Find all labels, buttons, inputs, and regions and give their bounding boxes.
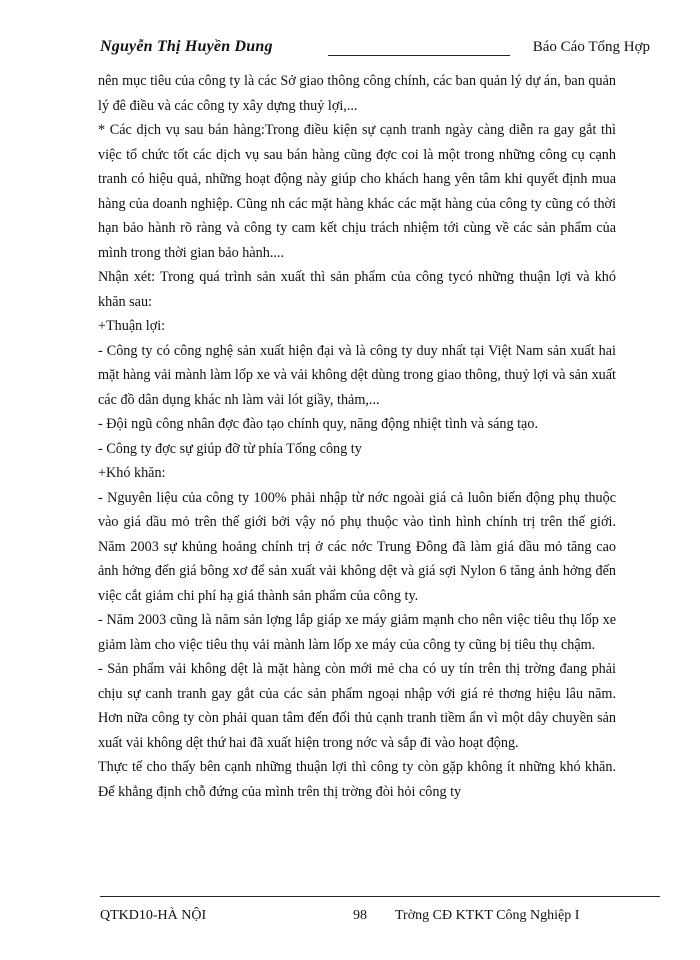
paragraph: - Sản phẩm vải không dệt là mặt hàng còn mới mẻ cha có uy tín trên thị trờng đang phải chịu sự canh tranh gay gắt của các sản phẩm ngoại nhập với giá rẻ thơng hiệu lâu năm. Hơn nữa công ty còn phải quan tâm đến đối thủ cạnh tranh tiềm ẩn vì một dây chuyền sản xuất vải không dệt thứ hai đã xuất hiện trong nớc và sắp đi vào hoạt động. — [98, 661, 616, 751]
paragraph: Nhận xét: Trong quá trình sản xuất thì sản phẩm của công tycó những thuận lợi và khó khăn sau: — [98, 269, 616, 310]
page-footer — [100, 896, 660, 936]
header-author: Nguyễn Thị Huyền Dung — [100, 38, 273, 55]
header-rule — [328, 55, 510, 56]
paragraph: +Thuận lợi: — [98, 318, 166, 334]
document-body — [98, 69, 616, 804]
paragraph: +Khó khăn: — [98, 465, 166, 481]
paragraph: nên mục tiêu của công ty là các Sở giao thông công chính, các ban quản lý dự án, ban quản lý đê điều và các công ty xây dựng thuỷ lợi,... — [98, 73, 616, 114]
footer-rule — [100, 896, 660, 897]
footer-school-name: Trờng CĐ KTKT Công Nghiệp I — [395, 908, 580, 923]
page-number: 98 — [353, 908, 367, 923]
header-title: Báo Cáo Tổng Hợp — [532, 39, 650, 55]
paragraph: - Đội ngũ công nhân đợc đào tạo chính quy, năng động nhiệt tình và sáng tạo. — [98, 416, 538, 432]
footer-class-label: QTKD10-HÀ NỘI — [100, 908, 207, 923]
paragraph: - Năm 2003 cũng là năm sản lợng lắp giáp xe máy giảm mạnh cho nên việc tiêu thụ lốp xe giảm làm cho việc tiêu thụ vải mành làm lốp xe máy của công ty cũng bị tiêu thụ chậm. — [98, 612, 616, 653]
paragraph: - Công ty có công nghệ sản xuất hiện đại và là công ty duy nhất tại Việt Nam sản xuất hai mặt hàng vải mành làm lốp xe và vải không dệt dùng trong giao thông, thuỷ lợi và sản xuất các đồ dân dụng khác nh làm vải lót giầy, thảm,... — [98, 342, 616, 408]
paragraph: * Các dịch vụ sau bán hàng:Trong điều kiện sự cạnh tranh ngày càng diễn ra gay gắt thì việc tổ chức tốt các dịch vụ sau bán hàng cũng đợc coi là một trong những công cụ cạnh tranh có hiệu quả, những hoạt động này giúp cho khách hang yên tâm khi quyết định mua hàng của doanh nghiệp. Cũng nh các mặt hàng khác các mặt hàng của công ty cũng có thời hạn bảo hành rõ ràng và công ty cam kết chịu trách nhiệm tới cùng về các sản phẩm của mình trong thời gian bảo hành.... — [98, 122, 616, 261]
page-header — [100, 22, 650, 54]
paragraph: - Nguyên liệu của công ty 100% phải nhập từ nớc ngoài giá cả luôn biến động phụ thuộc vào giá dầu mỏ trên thế giới bởi vậy nó phụ thuộc vào tình hình chính trị trên thế giới. Năm 2003 sự khủng hoảng chính trị ở các nớc Trung Đông đã làm giá dầu mỏ tăng cao ảnh hởng đến giá bông xơ để sản xuất vải không dệt và giá sợi Nylon 6 tăng ảnh hởng đến việc cắt giảm chi phí hạ giá thành sản phẩm của công ty. — [98, 489, 616, 604]
paragraph: Thực tế cho thấy bên cạnh những thuận lợi thì công ty còn gặp không ít những khó khăn. Để khẳng định chỗ đứng của mình trên thị trờng đòi hỏi công ty — [98, 759, 616, 800]
paragraph: - Công ty đợc sự giúp đỡ từ phía Tổng công ty — [98, 440, 362, 457]
